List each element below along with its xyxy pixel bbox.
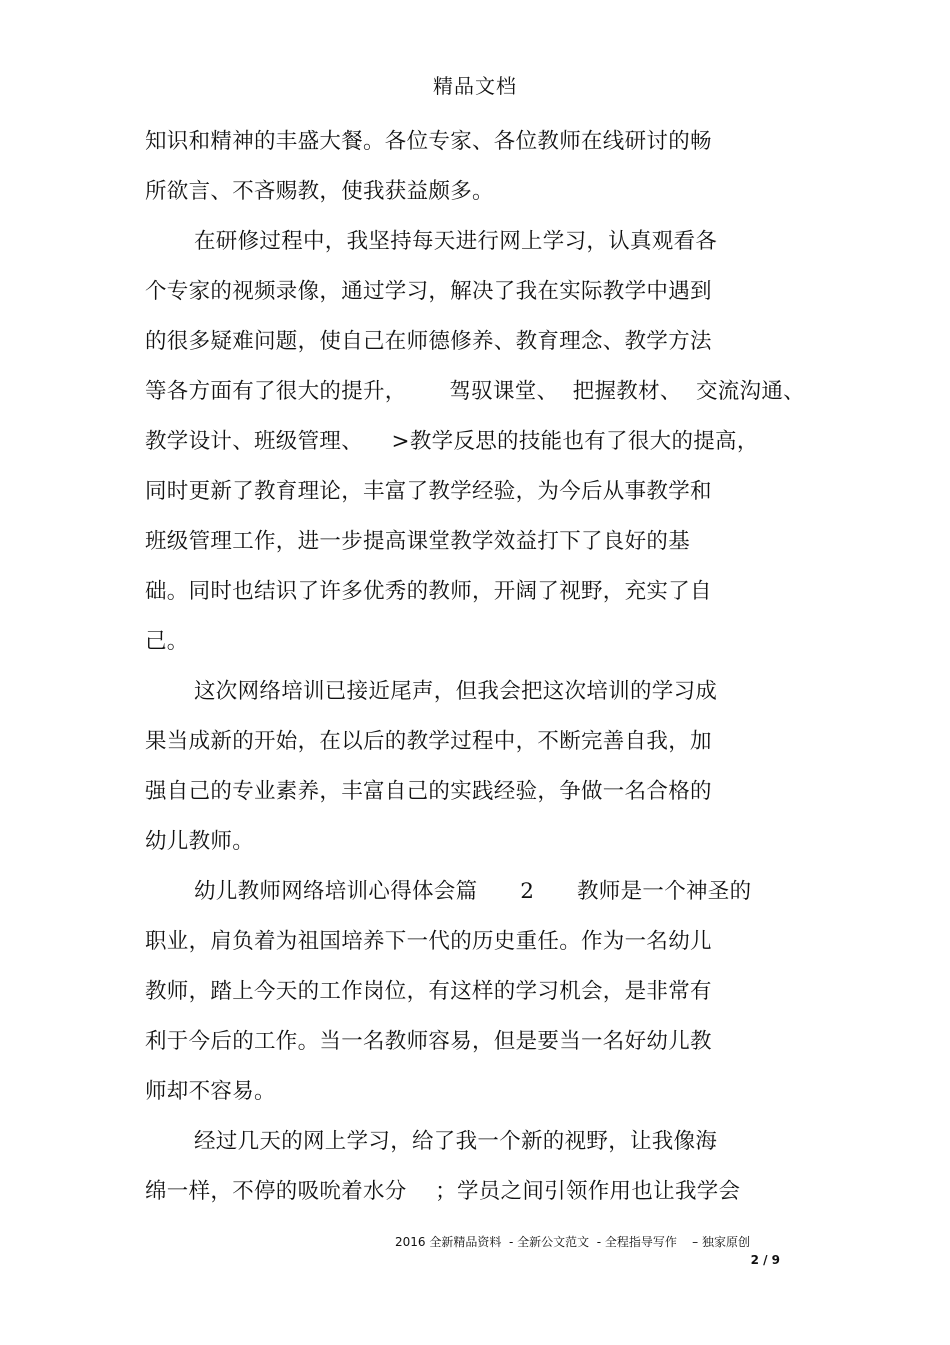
body-line: 幼儿教师。: [145, 829, 255, 854]
body-line: 教师，踏上今天的工作岗位，有这样的学习机会，是非常有: [145, 979, 712, 1004]
body-line: 己。: [145, 629, 189, 654]
body-line: 这次网络培训已接近尾声，但我会把这次培训的学习成: [194, 679, 718, 704]
page-footer-text: 2016 全新精品资料 - 全新公文范文 - 全程指导写作 – 独家原创: [395, 1235, 750, 1249]
body-line: 经过几天的网上学习，给了我一个新的视野，让我像海: [194, 1129, 718, 1154]
body-line: 职业，肩负着为祖国培养下一代的历史重任。作为一名幼儿: [145, 929, 712, 954]
page-header-title: 精品文档: [433, 74, 517, 98]
body-line: 知识和精神的丰盛大餐。各位专家、各位教师在线研讨的畅: [145, 129, 712, 154]
body-line: 强自己的专业素养，丰富自己的实践经验，争做一名合格的: [145, 779, 712, 804]
body-line: 等各方面有了很大的提升， 驾驭课堂、 把握教材、 交流沟通、: [145, 379, 805, 404]
body-line: 利于今后的工作。当一名教师容易，但是要当一名好幼儿教: [145, 1029, 712, 1054]
body-line: 同时更新了教育理论，丰富了教学经验，为今后从事教学和: [145, 479, 712, 504]
body-line: 教学设计、班级管理、 >教学反思的技能也有了很大的提高，: [145, 429, 759, 454]
page-number: 2 / 9: [750, 1253, 780, 1267]
body-line: 师却不容易。: [145, 1079, 276, 1104]
body-line: 绵一样，不停的吸吮着水分 ；学员之间引领作用也让我学会: [145, 1179, 741, 1204]
body-line: 在研修过程中，我坚持每天进行网上学习，认真观看各: [194, 229, 718, 254]
body-line: 础。同时也结识了许多优秀的教师，开阔了视野，充实了自: [145, 579, 712, 604]
body-line: 幼儿教师网络培训心得体会篇 2 教师是一个神圣的: [194, 879, 752, 904]
body-line: 个专家的视频录像，通过学习，解决了我在实际教学中遇到: [145, 279, 712, 304]
body-line: 班级管理工作，进一步提高课堂教学效益打下了良好的基: [145, 529, 691, 554]
body-line: 果当成新的开始，在以后的教学过程中，不断完善自我，加: [145, 729, 712, 754]
body-line: 所欲言、不吝赐教，使我获益颇多。: [145, 179, 494, 204]
body-line: 的很多疑难问题，使自己在师德修养、教育理念、教学方法: [145, 329, 712, 354]
